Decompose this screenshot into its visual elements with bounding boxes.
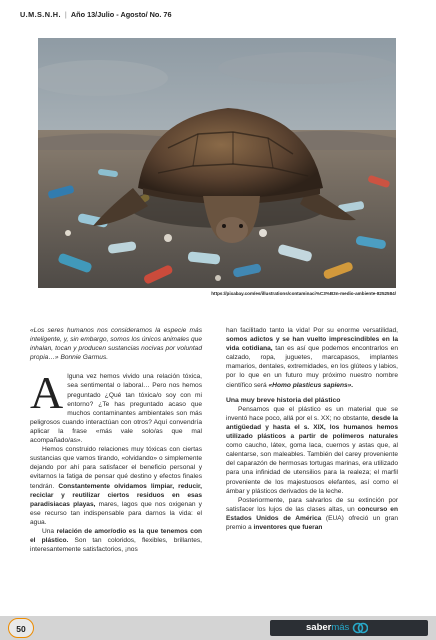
epigraph-text: «Los seres humanos nos consideramos la especie más inteligente, y, sin embargo, somos los únicos animales que inhalan, tocan y producen sustancias nocivas por voluntad propia…»: [30, 327, 202, 362]
drop-cap: A: [30, 367, 64, 419]
paragraph-text: Son tan coloridos, flexibles, brillantes, interesantemente satisfactorios, ¡nos: [30, 537, 202, 554]
logo-accent-text: más: [331, 622, 350, 633]
paragraph-text: han facilitado tanto la vida! Por su enorme versatilidad,: [226, 327, 398, 334]
paragraph: [30, 367, 202, 445]
page-number-badge: [8, 618, 34, 638]
epigraph: [30, 326, 202, 362]
paragraph-text: lguna vez hemos vivido una relación tóxica, sea sentimental o laboral… Pero nos hemos preguntado ¿Qué tan tóxica/o soy con mi entorno? ¿Te has preguntado acaso que muchos contaminantes ambientales son más peligrosos cuando interactúan con otros? Aquí convendría aplicar la frase «más vale solo/as que mal acompañado/as».: [30, 373, 202, 445]
paragraph-text: mares, lagos que nos oxigenan y ese recurso tan indispensable para darnos la vida: el agua.: [30, 500, 202, 526]
emphasis: concurso en Estados Unidos de América: [226, 505, 398, 522]
paragraph: [226, 326, 398, 390]
emphasis: somos adictos y se han vuelto imprescindibles en la vida cotidiana,: [226, 336, 398, 353]
logo-mark-icon: [352, 621, 368, 635]
issue-info: Año 13/Julio - Agosto/ No. 76: [70, 10, 172, 19]
emphasis: relación de amor/odio es la que tenemos con el plástico.: [30, 527, 202, 545]
hero-image: [38, 38, 396, 288]
paragraph-text: Pensamos que el plástico es un material que se inventó hace poco, allá por el s. XX; no obstante,: [226, 405, 398, 422]
emphasis: Constantemente olvidamos limpiar, reducir, reciclar y reutilizar ciertos residuos en esas paradisiacas playas,: [30, 482, 202, 508]
paragraph-text: Una: [42, 527, 57, 535]
sea-turtle-on-plastic-illustration: [38, 38, 396, 288]
header-separator: |: [64, 10, 67, 19]
emphasis-italic: «Homo plasticus sapiens».: [268, 381, 354, 389]
paragraph: [30, 527, 202, 554]
page-footer: [0, 616, 436, 640]
paragraph: [226, 496, 398, 532]
emphasis: inventores que fueran: [253, 523, 323, 531]
magazine-logo: [306, 621, 349, 635]
paragraph: [226, 405, 398, 496]
paragraph-text: (EUA) ofreció un gran premio a: [226, 514, 398, 531]
emphasis: desde la antigüedad y hasta el s. XIX, los humanos hemos utilizado plásticos a partir de polímeros naturales: [226, 414, 399, 441]
paragraph-text: Posteriormente, para salvarlos de su extinción por satisfacer los lujos de las clases altas, un: [226, 496, 398, 513]
article-column-left: [30, 326, 202, 554]
institution-name: U.M.S.N.H.: [20, 10, 61, 19]
paragraph-text: tan es así que podemos encontrarlos en calzado, ropa, juguetes, marcapasos, implantes mamarios, dentales, extremidades, en los glúteos y labios, por lo que en un futuro muy próximo nuestro nombre científico será: [226, 345, 398, 389]
paragraph-text: como caucho, látex, goma laca, cuernos y astas que, al calentarse, son maleables. También del carey proveniente del caparazón de hermosas tortugas marinas, era utilizado para una infinidad de utensilios para la realeza; el marfil proveniente de los majestuosos elefantes, así como el ámbar y plásticos derivados de la leche.: [226, 442, 398, 495]
epigraph-author: Bonnie Garmus.: [60, 354, 109, 362]
paragraph-text: Hemos construido relaciones muy tóxicas con ciertas sustancias que vamos tirando, «olvidando» o simplemente dejando por ahí para satisfacer el beneficio personal y evitarnos la fatiga de pensar qué destino y efectos finales tendrán.: [30, 446, 202, 490]
logo-text: saber: [306, 622, 332, 633]
running-header: [20, 8, 420, 22]
image-credit: https://pixabay.com/es/illustrations/contaminaci%C3%B3n-medio-ambiente-8252584/: [211, 291, 396, 296]
section-heading: Una muy breve historia del plástico: [226, 396, 341, 404]
article-column-right: [226, 326, 398, 532]
page-number: 50: [16, 624, 26, 634]
paragraph: [30, 445, 202, 527]
